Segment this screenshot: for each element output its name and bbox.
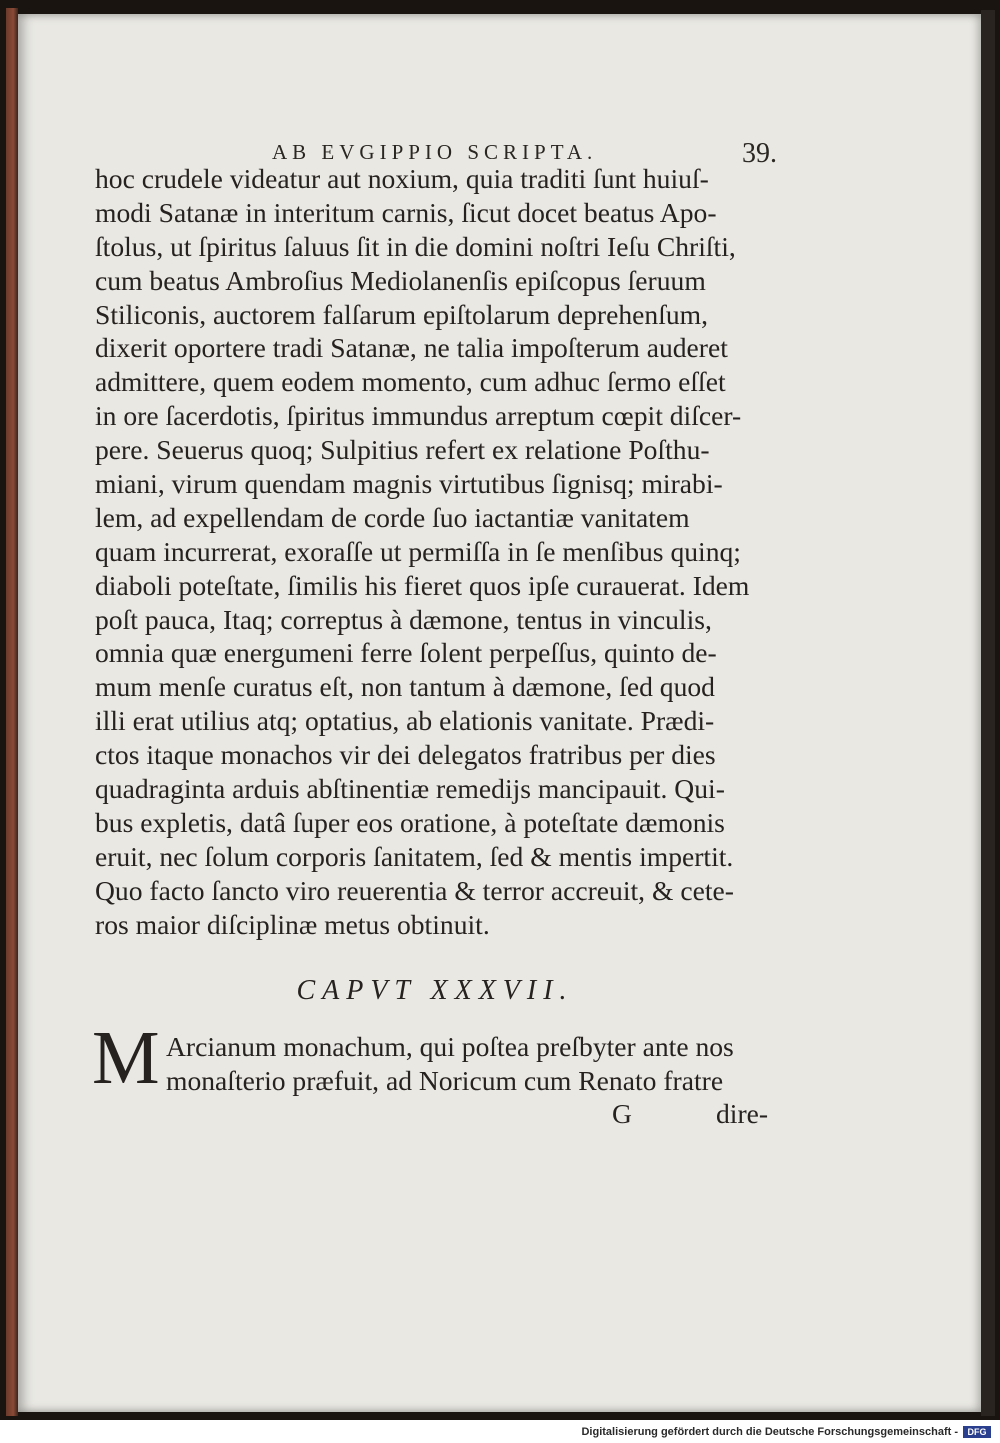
body-text [95,162,785,941]
catchword: dire- [716,1098,769,1129]
text-line: hoc crudele videatur aut noxium, quia traditi ſunt huiuſ- [95,163,709,194]
text-line: ros maior diſciplinæ metus obtinuit. [95,908,490,940]
text-line: quam incurrerat, exoraſſe ut permiſſa in ſe menſibus quinq; [95,535,741,567]
chapter-heading: CAPVT XXXVII. [296,975,574,1006]
text-line: ſtolus, ut ſpiritus ſaluus ſit in die domini noſtri Ieſu Chriſti, [95,230,736,262]
text-line: Stiliconis, auctorem falſarum epiſtolarum deprehenſum, [95,298,709,330]
book-binding-edge [6,8,18,1416]
running-head: AB EVGIPPIO SCRIPTA. [272,140,598,164]
signature-mark: G [612,1098,632,1129]
text-line: modi Satanæ in interitum carnis, ſicut docet beatus Apo- [95,196,717,228]
text-line: diaboli poteſtate, ſimilis his fieret quos ipſe curauerat. Idem [95,569,750,601]
text-line: lem, ad expellendam de corde ſuo iactantiæ vanitatem [95,501,690,533]
text-line: cum beatus Ambroſius Mediolanenſis epiſcopus ſeruum [95,264,706,296]
chapter-text [166,1030,786,1098]
scan-right-edge [981,10,995,1416]
dfg-logo: DFG [963,1426,991,1438]
funding-credit: Digitalisierung gefördert durch die Deutsche Forschungsgemeinschaft - [581,1426,958,1438]
text-line: poſt pauca, Itaq; correptus à dæmone, tentus in vinculis, [95,603,712,635]
text-line: pere. Seuerus quoq; Sulpitius refert ex relatione Poſthu- [95,434,710,466]
text-line: omnia quæ energumeni ferre ſolent perpeſſus, quinto de- [95,637,717,669]
text-line: in ore ſacerdotis, ſpiritus immundus arreptum cœpit diſcer- [95,400,742,432]
text-line: dixerit oportere tradi Satanæ, ne talia impoſterum auderet [95,332,728,364]
text-line: illi erat utilius atq; optatius, ab elationis vanitate. Prædi- [95,705,715,737]
text-line: Quo facto ſancto viro reuerentia & terror accreuit, & cete- [95,874,734,906]
text-line: admittere, quem eodem momento, cum adhuc ſermo eſſet [95,366,726,398]
text-line: eruit, nec ſolum corporis ſanitatem, ſed & mentis impertit. [95,840,734,872]
page-number: 39. [742,138,777,169]
text-line: bus expletis, datâ ſuper eos oratione, à poteſtate dæmonis [95,806,725,838]
text-line: mum menſe curatus eſt, non tantum à dæmone, ſed quod [95,671,715,703]
text-line: quadraginta arduis abſtinentiæ remedijs mancipauit. Qui- [95,773,725,805]
text-line: ctos itaque monachos vir dei delegatos fratribus per dies [95,739,716,771]
text-line: monaſterio præfuit, ad Noricum cum Renato fratre [166,1064,724,1096]
text-line: Arcianum monachum, qui poſtea preſbyter ante nos [166,1031,734,1062]
drop-cap: M [92,1016,160,1100]
text-line: miani, virum quendam magnis virtutibus ſignisq; mirabi- [95,468,723,500]
